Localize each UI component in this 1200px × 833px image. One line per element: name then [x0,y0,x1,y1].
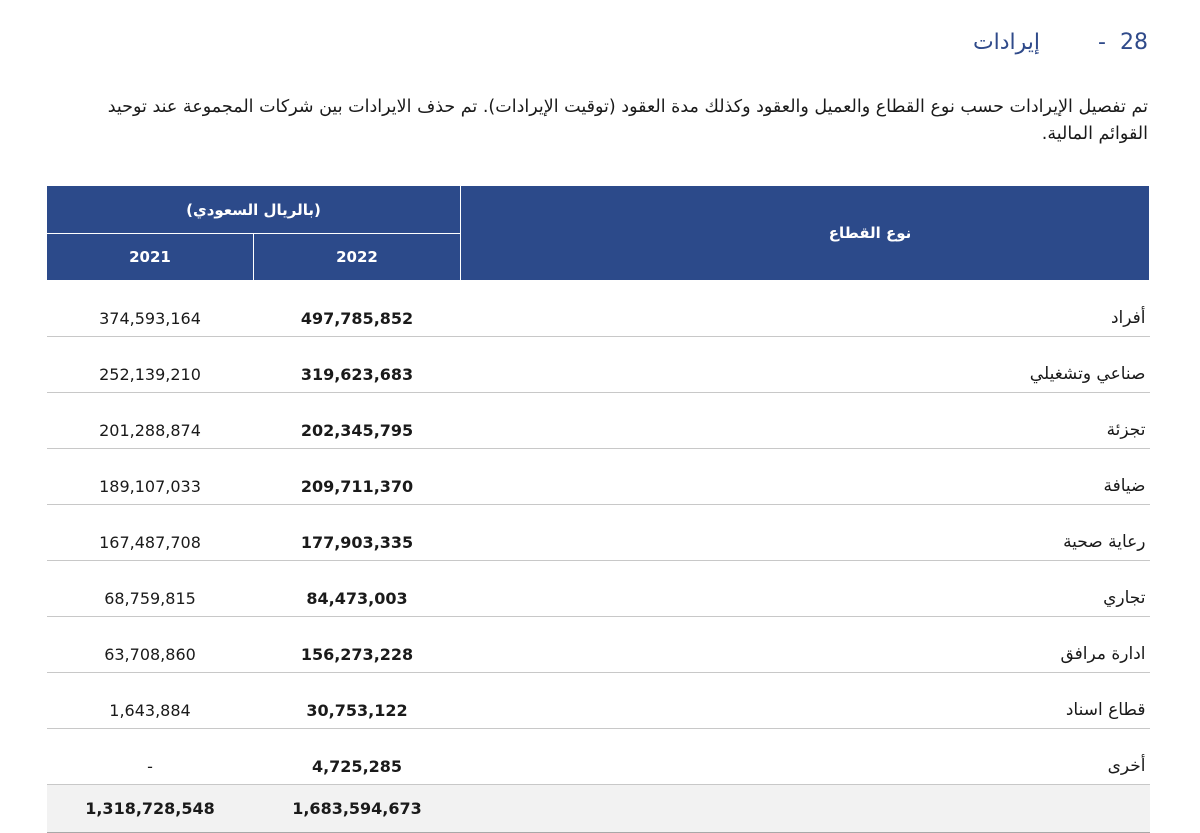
sector-label: تجزئة [461,393,1150,449]
table-row [47,505,1150,561]
total-label [461,785,1150,833]
sector-label: ادارة مرافق [461,617,1150,673]
table-row [47,337,1150,393]
value-2021: 68,759,815 [47,561,254,617]
value-2021: 167,487,708 [47,505,254,561]
note-heading [973,30,1148,55]
table-row [47,393,1150,449]
note-title: إيرادات [972,30,1041,55]
table-row [47,449,1150,505]
value-2022: 84,473,003 [254,561,461,617]
value-2022: 202,345,795 [254,393,461,449]
value-2022: 209,711,370 [254,449,461,505]
value-2021: 189,107,033 [47,449,254,505]
sector-label: ضيافة [461,449,1150,505]
table-row [47,281,1150,337]
note-separator: - [1098,30,1106,55]
table-row [47,617,1150,673]
value-2021: 63,708,860 [47,617,254,673]
year-2022-header: 2022 [254,234,461,281]
value-2021: 1,643,884 [47,673,254,729]
sector-label: قطاع اسناد [461,673,1150,729]
value-2021: 374,593,164 [47,281,254,337]
value-2022: 177,903,335 [254,505,461,561]
sector-label: تجاري [461,561,1150,617]
sector-label: صناعي وتشغيلي [461,337,1150,393]
value-2022: 319,623,683 [254,337,461,393]
value-2022: 497,785,852 [254,281,461,337]
revenue-table [46,185,1150,833]
table-row [47,561,1150,617]
sector-label: رعاية صحية [461,505,1150,561]
value-2021: 252,139,210 [47,337,254,393]
total-row [47,785,1150,833]
sector-type-header: نوع القطاع [461,186,1150,281]
year-2021-header: 2021 [47,234,254,281]
intro-paragraph: تم تفصيل الإيرادات حسب نوع القطاع والعميل والعقود وكذلك مدة العقود (توقيت الإيرادات). تم حذف الايرادات بين شركات المجموعة عند توحيد القوائم المالية. [107,97,1148,144]
value-2022: 156,273,228 [254,617,461,673]
currency-header: (بالريال السعودي) [47,186,461,234]
value-2022: 30,753,122 [254,673,461,729]
value-2022: 4,725,285 [254,729,461,785]
value-2021: - [47,729,254,785]
total-2022: 1,683,594,673 [254,785,461,833]
table-row [47,673,1150,729]
note-number: 28 [1120,30,1148,55]
value-2021: 201,288,874 [47,393,254,449]
table-row [47,729,1150,785]
sector-label: أفراد [461,281,1150,337]
total-2021: 1,318,728,548 [47,785,254,833]
sector-label: أخرى [461,729,1150,785]
